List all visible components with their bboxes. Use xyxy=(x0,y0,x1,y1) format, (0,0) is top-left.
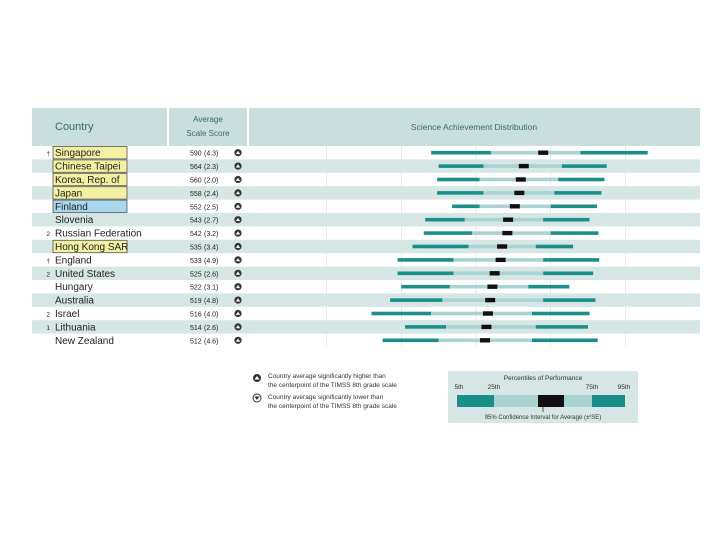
country-label: Australia xyxy=(55,295,94,307)
country-label: Israel xyxy=(55,309,80,320)
mean-ci-marker xyxy=(483,311,493,315)
bar-75th-95th xyxy=(532,312,589,316)
percentile-95th-label: 95th xyxy=(617,384,631,391)
row-band xyxy=(32,213,700,226)
mean-ci-marker xyxy=(514,191,524,195)
bar-75th-95th xyxy=(528,285,569,289)
average-score: 543 xyxy=(190,217,202,225)
average-score: 522 xyxy=(190,284,202,292)
country-label: United States xyxy=(55,268,116,280)
row-band xyxy=(32,267,700,280)
legend-lower-line2: the centerpoint of the TIMSS 8th grade scale xyxy=(268,403,397,410)
significance-legend xyxy=(253,373,397,410)
average-score: 525 xyxy=(190,271,202,279)
average-score: 519 xyxy=(190,298,202,306)
average-score: 535 xyxy=(190,244,202,252)
standard-error: (2.6) xyxy=(204,324,219,332)
footnote-mark: † xyxy=(46,150,50,158)
percentile-25th-label: 25th xyxy=(487,384,501,391)
standard-error: (2.4) xyxy=(204,190,219,198)
average-score: 516 xyxy=(190,311,202,319)
mean-ci-marker xyxy=(516,177,526,181)
ci-caption: 95% Confidence Interval for Average (±²SE) xyxy=(484,415,602,421)
country-label: Finland xyxy=(55,201,88,213)
average-score: 542 xyxy=(190,231,202,239)
standard-error: (4.8) xyxy=(204,298,219,306)
standard-error: (2.0) xyxy=(204,177,219,185)
bar-5th-25th xyxy=(424,231,473,235)
legend-higher-line2: the centerpoint of the TIMSS 8th grade scale xyxy=(268,382,397,389)
legend-bar-ci xyxy=(538,395,564,407)
mean-ci-marker xyxy=(502,231,512,235)
bar-75th-95th xyxy=(562,164,607,168)
bar-75th-95th xyxy=(536,245,573,249)
header-country: Country xyxy=(55,121,94,133)
percentile-5th-label: 5th xyxy=(454,384,464,391)
average-score: 552 xyxy=(190,204,202,212)
bar-75th-95th xyxy=(551,205,597,209)
bar-5th-25th xyxy=(401,285,450,289)
mean-ci-marker xyxy=(487,285,497,289)
data-rows xyxy=(32,146,700,347)
header-band xyxy=(32,108,700,146)
bar-5th-25th xyxy=(413,245,469,249)
bar-75th-95th xyxy=(543,272,593,276)
bar-25th-75th xyxy=(431,312,532,316)
bar-75th-95th xyxy=(581,151,648,155)
bar-75th-95th xyxy=(554,191,601,195)
bar-5th-25th xyxy=(405,325,446,329)
bar-75th-95th xyxy=(543,298,595,302)
average-score: 564 xyxy=(190,164,202,172)
header-distribution: Science Achievement Distribution xyxy=(410,122,538,132)
average-score: 560 xyxy=(190,177,202,185)
row-band xyxy=(32,320,700,333)
header-average-line1: Average xyxy=(193,115,223,124)
country-label: England xyxy=(55,255,92,267)
legend-bar-light-right xyxy=(564,395,592,407)
footnote-mark: † xyxy=(46,257,50,265)
standard-error: (3.4) xyxy=(204,244,219,252)
mean-ci-marker xyxy=(496,258,506,262)
bar-75th-95th xyxy=(536,325,588,329)
bar-5th-25th xyxy=(383,339,439,343)
standard-error: (2.7) xyxy=(204,217,219,225)
bar-75th-95th xyxy=(551,231,599,235)
footnote-mark: 2 xyxy=(46,271,50,279)
standard-error: (2.6) xyxy=(204,271,219,279)
country-label: Korea, Rep. of xyxy=(55,175,120,186)
mean-ci-marker xyxy=(485,298,495,302)
footnote-mark: 2 xyxy=(46,231,50,239)
bar-75th-95th xyxy=(543,258,599,262)
bar-5th-25th xyxy=(437,191,483,195)
country-label: Chinese Taipei xyxy=(55,161,121,173)
country-label: Japan xyxy=(55,188,83,200)
legend-higher-line1: Country average significantly higher than xyxy=(268,373,386,380)
legend-bar-low-teal xyxy=(457,395,494,407)
standard-error: (2.3) xyxy=(204,164,219,172)
mean-ci-marker xyxy=(538,151,548,155)
average-score: 558 xyxy=(190,190,202,198)
bar-5th-25th xyxy=(437,178,480,182)
mean-ci-marker xyxy=(519,164,529,168)
bar-75th-95th xyxy=(532,339,598,343)
bar-5th-25th xyxy=(425,218,465,222)
bar-5th-25th xyxy=(371,312,431,316)
row-band xyxy=(32,293,700,306)
bar-25th-75th xyxy=(491,151,581,155)
bar-5th-25th xyxy=(390,298,442,302)
country-label: Slovenia xyxy=(55,215,94,227)
bar-75th-95th xyxy=(543,218,589,222)
mean-ci-marker xyxy=(490,271,500,275)
mean-ci-marker xyxy=(510,204,520,208)
standard-error: (3.1) xyxy=(204,284,219,292)
standard-error: (4.0) xyxy=(204,311,219,319)
bar-5th-25th xyxy=(398,272,454,276)
standard-error: (2.5) xyxy=(204,204,219,212)
bar-5th-25th xyxy=(439,164,484,168)
footnote-mark: 1 xyxy=(46,324,50,332)
legend-lower-line1: Country average significantly lower than xyxy=(268,394,384,401)
mean-ci-marker xyxy=(480,338,490,342)
average-score: 514 xyxy=(190,324,202,332)
percentiles-title: Percentiles of Performance xyxy=(503,375,583,382)
country-label: Hong Kong SAR xyxy=(55,242,129,253)
average-score: 533 xyxy=(190,257,202,265)
mean-ci-marker xyxy=(497,244,507,248)
percentile-75th-label: 75th xyxy=(585,384,599,391)
bar-5th-25th xyxy=(431,151,491,155)
standard-error: (3.2) xyxy=(204,231,219,239)
bar-75th-95th xyxy=(558,178,604,182)
country-label: Russian Federation xyxy=(55,228,142,240)
country-label: Singapore xyxy=(55,148,101,160)
percentiles-legend xyxy=(448,371,638,423)
row-band xyxy=(32,240,700,253)
standard-error: (4.6) xyxy=(204,338,219,346)
footnote-mark: 2 xyxy=(46,311,50,319)
legend-bar-high-teal xyxy=(592,395,625,407)
header-average-line2: Scale Score xyxy=(186,129,230,138)
country-label: New Zealand xyxy=(55,335,114,347)
country-label: Hungary xyxy=(55,282,93,294)
average-score: 512 xyxy=(190,338,202,346)
standard-error: (4.3) xyxy=(204,150,219,158)
average-score: 590 xyxy=(190,150,202,158)
legend-bar-light-left xyxy=(494,395,538,407)
mean-ci-marker xyxy=(503,218,513,222)
bar-5th-25th xyxy=(452,205,480,209)
mean-ci-marker xyxy=(481,325,491,329)
standard-error: (4.9) xyxy=(204,257,219,265)
country-label: Lithuania xyxy=(55,322,96,334)
bar-5th-25th xyxy=(398,258,454,262)
